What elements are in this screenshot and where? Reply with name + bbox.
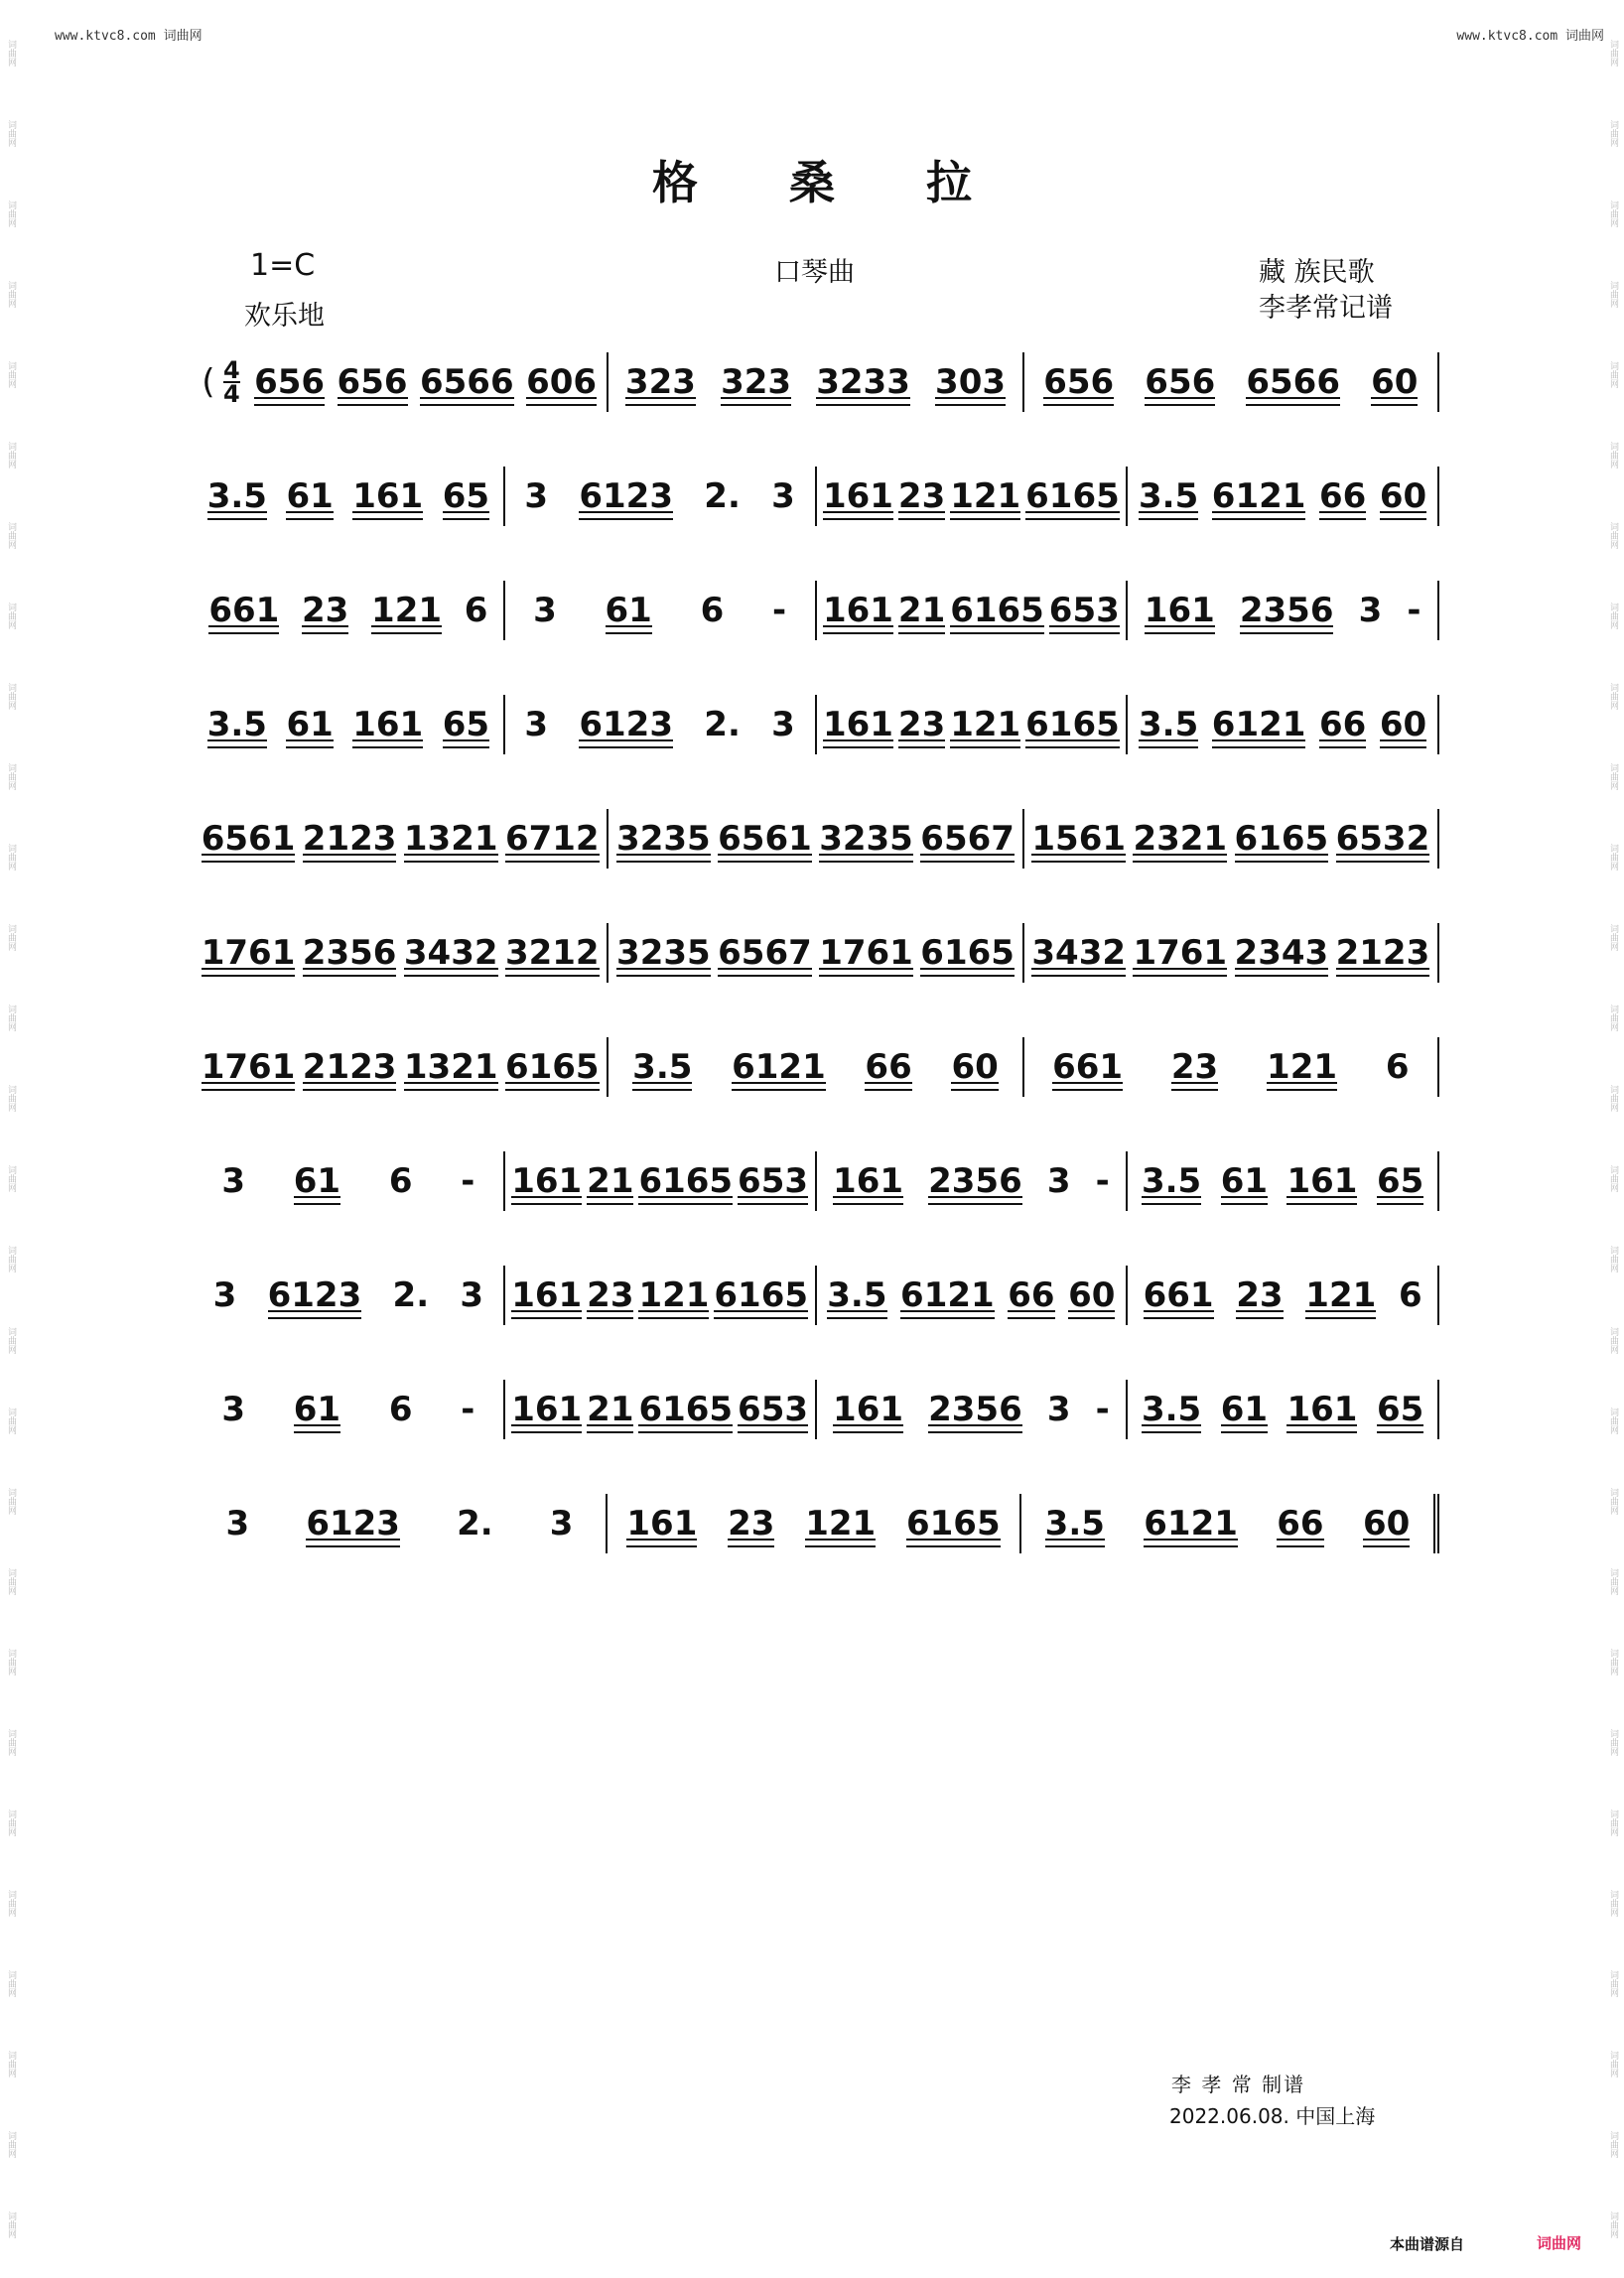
note-group: 3: [771, 476, 795, 516]
note-group: -: [771, 591, 787, 630]
side-watermark: 词曲网: [1608, 442, 1618, 469]
score-line: [194, 1246, 1439, 1365]
measure: [503, 1151, 815, 1211]
note-group: 3235: [819, 819, 913, 859]
measure-row: [194, 809, 1439, 869]
note-group: 3.5: [1044, 1504, 1105, 1543]
side-watermark: 词曲网: [6, 844, 16, 871]
measure-row: [194, 352, 1439, 412]
note-group: 6123: [267, 1275, 362, 1315]
side-watermark: 词曲网: [1608, 603, 1618, 630]
title-char: 拉: [926, 156, 972, 209]
note-group: 3.5: [206, 705, 267, 744]
note-group: 6165: [920, 933, 1015, 973]
side-watermark: 词曲网: [6, 281, 16, 309]
note-group: 161: [1286, 1161, 1358, 1201]
note-group: 121: [950, 476, 1021, 516]
note-group: 3: [549, 1504, 574, 1543]
note-group: -: [1407, 591, 1421, 630]
origin-label: 藏 族民歌: [1259, 257, 1375, 288]
note-group: 161: [822, 476, 893, 516]
side-watermark: 词曲网: [1608, 1809, 1618, 1836]
date-place: 2022.06.08. 中国上海: [1169, 2104, 1376, 2128]
side-watermark: 词曲网: [6, 2130, 16, 2158]
measure: [607, 352, 1021, 412]
note-group: 2356: [928, 1390, 1022, 1429]
side-watermark: 词曲网: [6, 1969, 16, 1997]
note-group: 2.: [704, 705, 741, 744]
note-group: 6121: [900, 1275, 995, 1315]
note-group: 3432: [1031, 933, 1127, 973]
side-watermark: 词曲网: [1608, 1246, 1618, 1273]
left-margin-strip: [2, 40, 20, 2238]
note-group: 6165: [1025, 476, 1120, 516]
note-group: 6: [464, 591, 488, 630]
side-watermark: 词曲网: [1608, 1969, 1618, 1997]
note-group: 2356: [928, 1161, 1022, 1201]
note-group: 161: [1144, 591, 1215, 630]
note-group: 6165: [950, 591, 1044, 630]
measure-row: [194, 923, 1439, 983]
note-group: 3: [524, 476, 549, 516]
note-group: 23: [897, 476, 946, 516]
note-group: 121: [1305, 1275, 1377, 1315]
note-group: 2.: [704, 476, 741, 516]
measure: [607, 1037, 1021, 1097]
score-line: [194, 447, 1439, 566]
score-line: [194, 1132, 1439, 1251]
right-margin-strip: [1604, 40, 1622, 2238]
side-watermark: 词曲网: [6, 40, 16, 67]
score-line: [194, 789, 1439, 908]
measure-row: [194, 467, 1439, 526]
note-group: 656: [254, 362, 326, 402]
note-group: 2.: [392, 1275, 430, 1315]
side-watermark: 词曲网: [1608, 683, 1618, 711]
note-group: 23: [897, 705, 946, 744]
side-watermark: 词曲网: [1608, 1889, 1618, 1917]
measure: [194, 923, 607, 983]
note-group: 6566: [419, 362, 514, 402]
note-group: 60: [1371, 362, 1419, 402]
note-group: 65: [1376, 1390, 1424, 1429]
measure: [194, 581, 503, 640]
song-title: [0, 147, 1624, 212]
note-group: 121: [805, 1504, 877, 1543]
note-group: 3: [212, 1275, 237, 1315]
score-line: [194, 903, 1439, 1022]
note-group: 656: [337, 362, 408, 402]
note-group: 66: [1277, 1504, 1324, 1543]
note-group: 60: [1362, 1504, 1411, 1543]
note-group: 23: [1170, 1047, 1219, 1087]
note-group: 23: [1236, 1275, 1284, 1315]
measure-row: [194, 1151, 1439, 1211]
side-watermark: 词曲网: [1608, 1165, 1618, 1193]
note-group: 21: [897, 591, 946, 630]
note-group: 3.5: [632, 1047, 693, 1087]
measure: [503, 695, 815, 754]
note-group: 61: [1220, 1161, 1269, 1201]
measure: [815, 1151, 1127, 1211]
note-group: 60: [1379, 476, 1427, 516]
measure: [1126, 1266, 1439, 1325]
measure: [1126, 581, 1439, 640]
note-group: 161: [511, 1275, 583, 1315]
note-group: 2356: [302, 933, 397, 973]
side-watermark: 词曲网: [6, 442, 16, 469]
source-note: 本曲谱源自: [1390, 2235, 1465, 2253]
note-group: 1761: [819, 933, 913, 973]
note-group: 2123: [302, 819, 397, 859]
note-group: 3: [524, 705, 549, 744]
measure: [1126, 695, 1439, 754]
measure: [1022, 352, 1439, 412]
note-group: 1321: [403, 1047, 498, 1087]
note-group: 2321: [1133, 819, 1228, 859]
note-group: 21: [587, 1161, 634, 1201]
measure-row: [194, 1494, 1439, 1553]
side-watermark: 词曲网: [6, 522, 16, 550]
side-watermark: 词曲网: [6, 1648, 16, 1675]
side-watermark: 词曲网: [6, 2050, 16, 2077]
measure: [503, 1266, 815, 1325]
note-group: 3: [533, 591, 557, 630]
note-group: 3233: [816, 362, 910, 402]
measure: [815, 467, 1127, 526]
note-group: 323: [624, 362, 696, 402]
measure: [194, 467, 503, 526]
note-group: 661: [1052, 1047, 1124, 1087]
note-group: 161: [626, 1504, 698, 1543]
note-group: 2356: [1239, 591, 1334, 630]
side-watermark: 词曲网: [1608, 1326, 1618, 1354]
side-watermark: 词曲网: [6, 120, 16, 148]
note-group: 6567: [920, 819, 1015, 859]
note-group: 23: [728, 1504, 775, 1543]
note-group: 1761: [201, 1047, 296, 1087]
note-group: 6712: [504, 819, 600, 859]
measure: [503, 1380, 815, 1439]
tempo-marking: 欢乐地: [244, 301, 325, 332]
note-group: 6165: [1234, 819, 1329, 859]
note-group: 6121: [1211, 705, 1306, 744]
note-group: 6121: [1211, 476, 1306, 516]
side-watermark: 词曲网: [6, 1407, 16, 1434]
score-line: [194, 675, 1439, 794]
score-line: [194, 1017, 1439, 1137]
measure-row: [194, 1266, 1439, 1325]
note-group: 6: [700, 591, 725, 630]
note-group: 6165: [714, 1275, 809, 1315]
side-watermark: 词曲网: [6, 2211, 16, 2238]
time-sig-top: 4: [222, 356, 240, 384]
side-watermark: 词曲网: [6, 924, 16, 952]
note-group: 23: [302, 591, 349, 630]
note-group: 6: [388, 1161, 413, 1201]
note-group: 161: [822, 705, 893, 744]
note-group: 303: [935, 362, 1007, 402]
note-group: 656: [1043, 362, 1115, 402]
note-group: 61: [286, 476, 334, 516]
measure: [815, 581, 1127, 640]
note-group: 161: [511, 1390, 583, 1429]
side-watermark: 词曲网: [6, 603, 16, 630]
note-group: 3: [1046, 1161, 1071, 1201]
note-group: 661: [1143, 1275, 1214, 1315]
measure-row: [194, 1037, 1439, 1097]
note-group: 606: [526, 362, 598, 402]
note-group: 3.5: [206, 476, 267, 516]
side-watermark: 词曲网: [1608, 2211, 1618, 2238]
measure-row: [194, 1380, 1439, 1439]
note-group: 6165: [1025, 705, 1120, 744]
side-watermark: 词曲网: [1608, 1085, 1618, 1113]
note-group: 2123: [1335, 933, 1430, 973]
side-watermark: 词曲网: [6, 201, 16, 228]
note-group: 61: [286, 705, 334, 744]
measure: [194, 352, 607, 412]
note-group: 1761: [201, 933, 296, 973]
measure: [606, 1494, 1019, 1553]
note-group: 121: [371, 591, 443, 630]
note-group: 161: [822, 591, 893, 630]
site-watermark-left: www.ktvc8.com 词曲网: [55, 29, 203, 44]
transcriber-label: 李孝常记谱: [1259, 293, 1393, 324]
note-group: 161: [352, 705, 424, 744]
side-watermark: 词曲网: [6, 1809, 16, 1836]
measure-row: [194, 581, 1439, 640]
brand-logo: 词曲网: [1537, 2234, 1582, 2252]
note-group: 61: [1220, 1390, 1269, 1429]
note-group: 21: [587, 1390, 634, 1429]
note-group: 3.5: [1139, 705, 1199, 744]
measure: [194, 809, 607, 869]
note-group: 6165: [504, 1047, 600, 1087]
note-group: 66: [1318, 476, 1367, 516]
measure: [1126, 1151, 1439, 1211]
note-group: 66: [865, 1047, 912, 1087]
measure: [815, 1380, 1127, 1439]
side-watermark: 词曲网: [6, 1165, 16, 1193]
side-watermark: 词曲网: [1608, 1648, 1618, 1675]
note-group: -: [461, 1161, 475, 1201]
measure: [503, 581, 815, 640]
side-watermark: 词曲网: [6, 1085, 16, 1113]
title-char: 格: [652, 156, 698, 209]
measure: [1126, 1380, 1439, 1439]
measure-row: [194, 695, 1439, 754]
side-watermark: 词曲网: [1608, 2050, 1618, 2077]
note-group: 60: [951, 1047, 999, 1087]
note-group: 6: [388, 1390, 413, 1429]
measure: [194, 1037, 607, 1097]
note-group: 1321: [403, 819, 498, 859]
note-group: 3.5: [1141, 1390, 1202, 1429]
side-watermark: 词曲网: [6, 1567, 16, 1595]
note-group: 121: [950, 705, 1021, 744]
side-watermark: 词曲网: [6, 683, 16, 711]
note-group: 6: [1385, 1047, 1410, 1087]
note-group: 6165: [638, 1161, 734, 1201]
note-group: 60: [1379, 705, 1427, 744]
measure: [503, 467, 815, 526]
note-group: 1761: [1133, 933, 1228, 973]
note-group: 3.5: [1139, 476, 1199, 516]
note-group: 66: [1318, 705, 1367, 744]
title-char: 桑: [789, 156, 835, 209]
note-group: 6121: [1144, 1504, 1238, 1543]
note-group: 6121: [732, 1047, 826, 1087]
measure: [194, 1494, 606, 1553]
score-line: [194, 1474, 1439, 1593]
measure: [194, 1380, 503, 1439]
note-group: 6123: [579, 476, 673, 516]
measure: [194, 695, 503, 754]
note-group: 60: [1068, 1275, 1116, 1315]
note-group: 6: [1398, 1275, 1422, 1315]
note-group: 1561: [1031, 819, 1127, 859]
measure: [607, 923, 1021, 983]
note-group: 6165: [638, 1390, 734, 1429]
note-group: 2123: [302, 1047, 397, 1087]
side-watermark: 词曲网: [1608, 40, 1618, 67]
side-watermark: 词曲网: [1608, 1005, 1618, 1032]
side-watermark: 词曲网: [1608, 120, 1618, 148]
composer-credit: 李 孝 常 制谱: [1171, 2073, 1306, 2096]
note-group: 6532: [1335, 819, 1430, 859]
measure: [1022, 809, 1439, 869]
note-group: 161: [352, 476, 424, 516]
side-watermark: 词曲网: [1608, 201, 1618, 228]
side-watermark: 词曲网: [1608, 1567, 1618, 1595]
note-group: 3: [225, 1504, 250, 1543]
measure: [1126, 467, 1439, 526]
note-group: 656: [1145, 362, 1216, 402]
score-line: [194, 561, 1439, 680]
note-group: -: [1095, 1390, 1110, 1429]
note-group: 6561: [201, 819, 296, 859]
measure: [815, 695, 1127, 754]
side-watermark: 词曲网: [1608, 1487, 1618, 1515]
note-group: 61: [293, 1390, 341, 1429]
measure: [815, 1266, 1127, 1325]
note-group: -: [1095, 1161, 1110, 1201]
side-watermark: 词曲网: [1608, 1407, 1618, 1434]
measure: [194, 1266, 503, 1325]
note-group: -: [461, 1390, 475, 1429]
note-group: 323: [721, 362, 792, 402]
note-group: 161: [833, 1390, 904, 1429]
note-group: 121: [638, 1275, 710, 1315]
side-watermark: 词曲网: [6, 1246, 16, 1273]
note-group: 6165: [905, 1504, 1001, 1543]
note-group: 6567: [718, 933, 812, 973]
note-group: 65: [1376, 1161, 1424, 1201]
note-group: 3: [221, 1161, 246, 1201]
note-group: 3.5: [827, 1275, 887, 1315]
side-watermark: 词曲网: [6, 763, 16, 791]
side-watermark: 词曲网: [1608, 281, 1618, 309]
side-watermark: 词曲网: [1608, 1728, 1618, 1756]
open-paren: (: [202, 362, 215, 402]
side-watermark: 词曲网: [1608, 763, 1618, 791]
side-watermark: 词曲网: [1608, 2130, 1618, 2158]
side-watermark: 词曲网: [1608, 361, 1618, 389]
note-group: 61: [293, 1161, 341, 1201]
site-watermark-right: www.ktvc8.com 词曲网: [1456, 29, 1604, 44]
note-group: 65: [442, 705, 490, 744]
note-group: 3432: [403, 933, 498, 973]
measure: [1022, 1037, 1439, 1097]
note-group: 3.5: [1141, 1161, 1202, 1201]
note-group: 23: [587, 1275, 634, 1315]
note-group: 2343: [1234, 933, 1329, 973]
note-group: 6123: [579, 705, 673, 744]
note-group: 653: [738, 1390, 809, 1429]
note-group: 3: [771, 705, 795, 744]
measure: [1022, 923, 1439, 983]
note-group: 6123: [306, 1504, 400, 1543]
time-sig-bottom: 4: [222, 380, 240, 408]
note-group: 161: [833, 1161, 904, 1201]
note-group: 65: [442, 476, 490, 516]
note-group: 3: [221, 1390, 246, 1429]
key-signature: 1=C: [250, 248, 316, 283]
side-watermark: 词曲网: [6, 361, 16, 389]
note-group: 61: [605, 591, 652, 630]
note-group: 3235: [616, 933, 711, 973]
measure: [194, 1151, 503, 1211]
score-line: [194, 333, 1439, 452]
note-group: 3235: [616, 819, 711, 859]
note-group: 653: [738, 1161, 809, 1201]
side-watermark: 词曲网: [6, 1889, 16, 1917]
measure: [607, 809, 1021, 869]
side-watermark: 词曲网: [6, 1005, 16, 1032]
note-group: 3: [1358, 591, 1383, 630]
side-watermark: 词曲网: [1608, 844, 1618, 871]
note-group: 161: [1286, 1390, 1358, 1429]
note-group: 3212: [504, 933, 600, 973]
note-group: 6561: [718, 819, 812, 859]
side-watermark: 词曲网: [1608, 924, 1618, 952]
score-line: [194, 1360, 1439, 1479]
time-signature: [222, 356, 240, 408]
genre-label: 口琴曲: [774, 257, 855, 288]
side-watermark: 词曲网: [6, 1728, 16, 1756]
side-watermark: 词曲网: [6, 1487, 16, 1515]
note-group: 661: [208, 591, 280, 630]
note-group: 121: [1267, 1047, 1338, 1087]
side-watermark: 词曲网: [6, 1326, 16, 1354]
note-group: 6566: [1246, 362, 1340, 402]
note-group: 2.: [457, 1504, 493, 1543]
note-group: 3: [460, 1275, 484, 1315]
note-group: 3: [1046, 1390, 1071, 1429]
measure: [1019, 1494, 1439, 1553]
note-group: 66: [1008, 1275, 1055, 1315]
side-watermark: 词曲网: [1608, 522, 1618, 550]
note-group: 653: [1048, 591, 1120, 630]
note-group: 161: [511, 1161, 583, 1201]
